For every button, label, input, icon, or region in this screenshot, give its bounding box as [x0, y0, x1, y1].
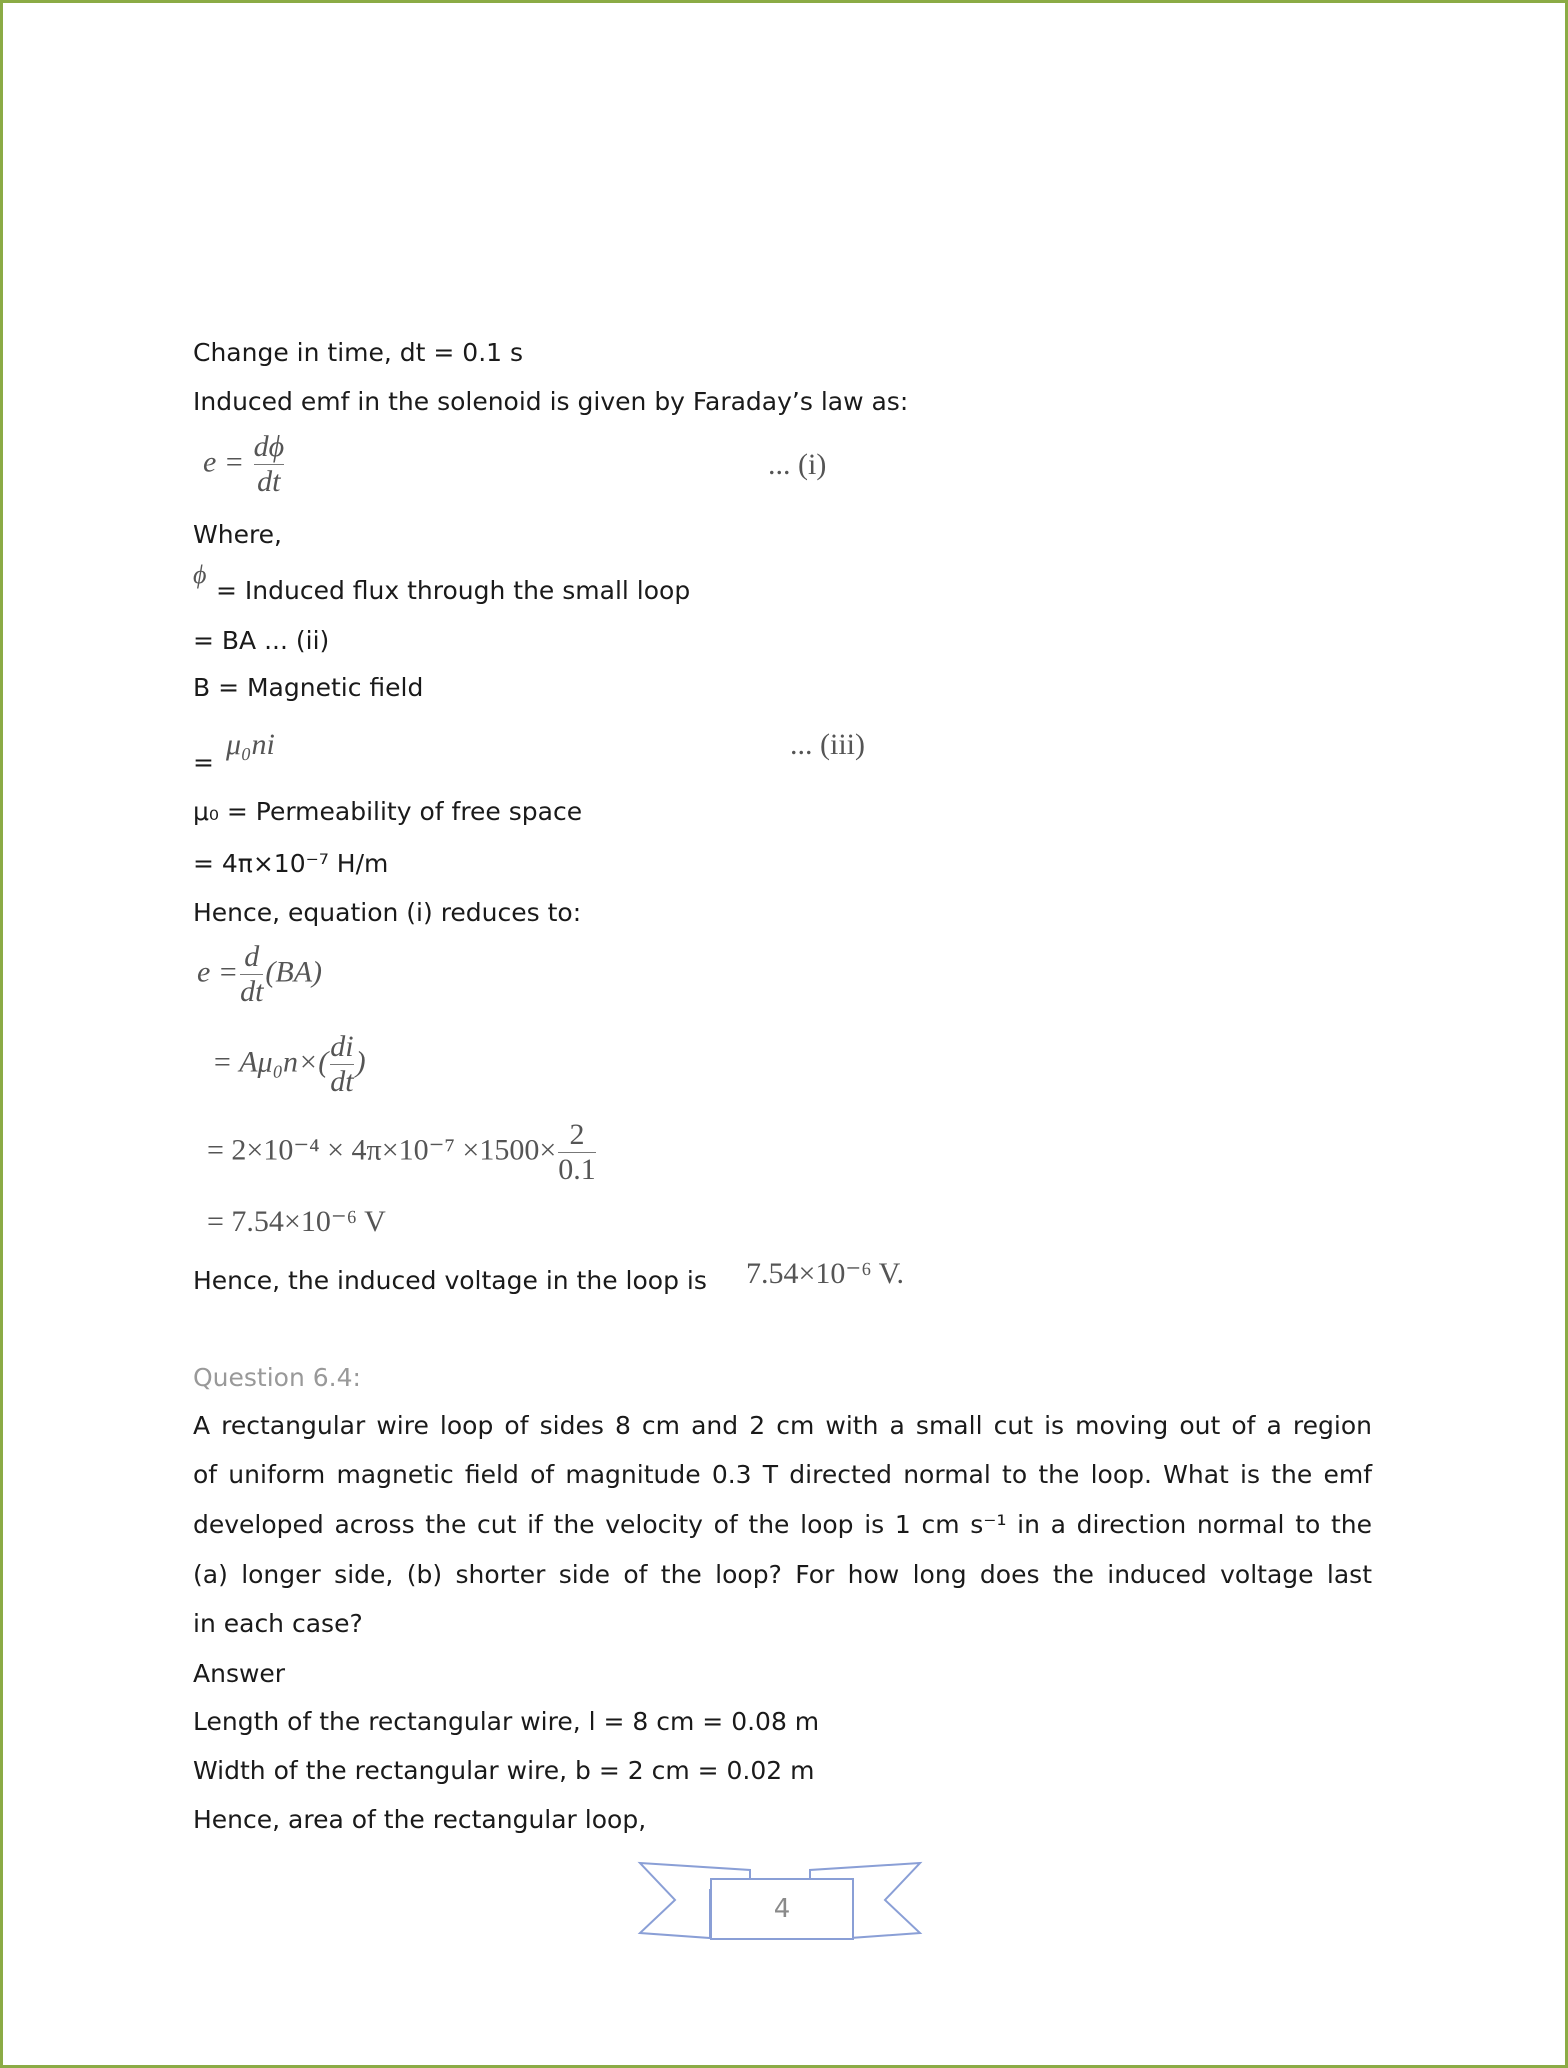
eq-lhs: e = — [197, 955, 239, 989]
eq-den: dt — [257, 465, 281, 498]
equation-step-4: = 7.54×10⁻⁶ V — [207, 1205, 386, 1238]
eq-num: d — [240, 940, 263, 975]
equation-iii: μ₀ni — [226, 728, 275, 761]
answer-line: Width of the rectangular wire, b = 2 cm = 0.02 m — [193, 1756, 815, 1785]
text-line: = BA ... (ii) — [193, 626, 330, 655]
eq-num: di — [330, 1030, 354, 1063]
text-line: = — [193, 748, 214, 777]
page-number: 4 — [710, 1878, 854, 1940]
eq-lhs: e = — [203, 445, 245, 479]
text-line: = Induced flux through the small loop — [216, 576, 691, 605]
question-heading: Question 6.4: — [193, 1363, 361, 1392]
equation-step-2 — [212, 1030, 366, 1099]
answer-label: Answer — [193, 1659, 286, 1688]
answer-line: Length of the rectangular wire, l = 8 cm = 0.08 m — [193, 1707, 820, 1736]
text-line: Hence, the induced voltage in the loop is — [193, 1266, 707, 1295]
text-line: B = Magnetic field — [193, 673, 424, 702]
eq-lhs: = 2×10⁻⁴ × 4π×10⁻⁷ ×1500× — [207, 1133, 557, 1167]
eq-den: 0.1 — [558, 1153, 596, 1186]
equation-step-1 — [197, 940, 322, 1009]
eq-den: dt — [240, 975, 264, 1008]
answer-line: Hence, area of the rectangular loop, — [193, 1805, 647, 1834]
eq-rhs: (BA) — [265, 955, 323, 989]
question-line: developed across the cut if the velocity of the loop is 1 cm s⁻¹ in a direction normal to the — [193, 1510, 1372, 1539]
text-line: Hence, equation (i) reduces to: — [193, 898, 582, 927]
equation-tag-i: ... (i) — [768, 448, 827, 481]
equation-tag-iii: ... (iii) — [790, 728, 865, 761]
equation-step-3 — [207, 1118, 598, 1187]
text-line: Induced emf in the solenoid is given by Faraday’s law as: — [193, 387, 909, 416]
eq-num: dϕ — [253, 430, 285, 463]
eq-lhs: = Aμ₀n×( — [212, 1045, 329, 1079]
text-line: Where, — [193, 520, 283, 549]
eq-rhs: ) — [355, 1045, 366, 1079]
eq-den: dt — [330, 1065, 354, 1098]
text-line: Change in time, dt = 0.1 s — [193, 338, 524, 367]
eq-num: 2 — [558, 1118, 596, 1153]
result-value: 7.54×10⁻⁶ V. — [746, 1257, 904, 1290]
question-line: in each case? — [193, 1609, 363, 1638]
phi-symbol: ϕ — [193, 560, 207, 589]
text-line: μ₀ = Permeability of free space — [193, 797, 583, 826]
question-line: (a) longer side, (b) shorter side of the loop? For how long does the induced voltage last — [193, 1560, 1372, 1589]
question-line: of uniform magnetic field of magnitude 0.3 T directed normal to the loop. What is the emf — [193, 1460, 1372, 1489]
question-line: A rectangular wire loop of sides 8 cm and 2 cm with a small cut is moving out of a region — [193, 1411, 1372, 1440]
equation-i — [203, 430, 286, 499]
text-line: = 4π×10⁻⁷ H/m — [193, 849, 389, 878]
